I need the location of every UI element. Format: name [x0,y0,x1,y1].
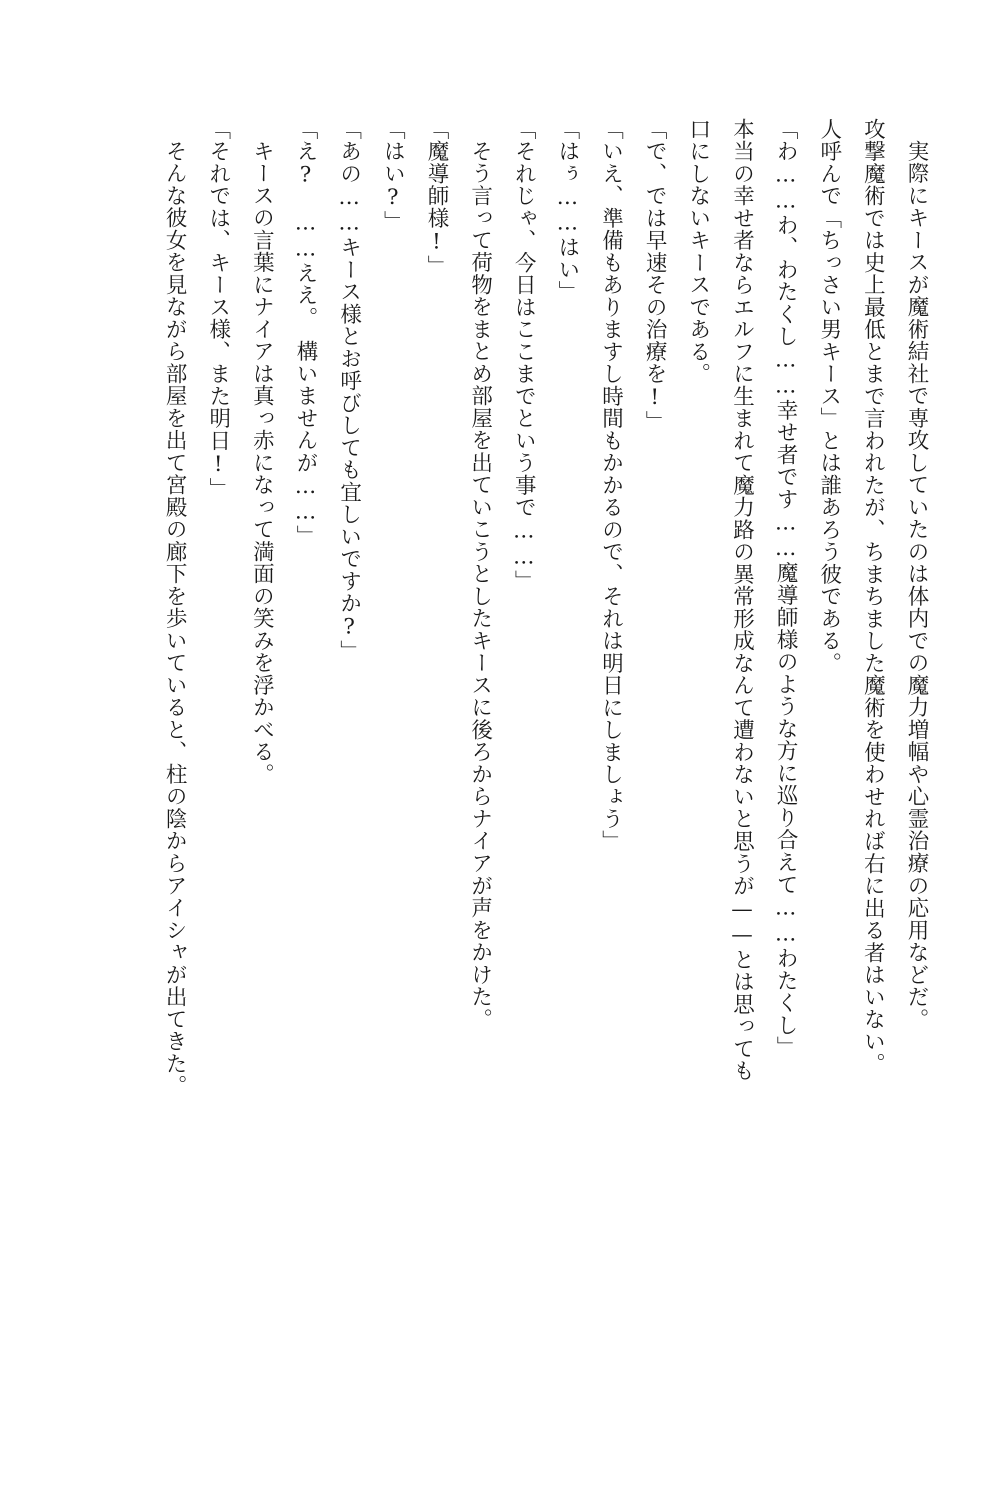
paragraph: 「で、では早速その治療を!」 [642,118,668,434]
paragraph: 人呼んで「ちっさい男キース」とは誰あろう彼である。 [816,118,842,675]
paragraph: そう言って荷物をまとめ部屋を出ていこうとしたキースに後ろからナイアが声をかけた。 [467,139,493,1030]
paragraph: 「いえ、準備もありますし時間もかかるので、それは明日にしましょう」 [598,118,624,853]
paragraph: 「それでは、キース様、また明日!」 [205,118,231,500]
paragraph: 実際にキースが魔術結社で専攻していたのは体内での魔力増幅や心霊治療の応用などだ。 [904,139,929,1030]
paragraph: 口にしないキースである。 [685,118,711,386]
vertical-text-body [62,118,938,1380]
paragraph: 「はぅ……はい」 [554,118,580,304]
paragraph: 攻撃魔術では史上最低とまで言われたが、ちまちました魔術を使わせれば右に出る者はいない。 [860,118,886,1075]
paragraph: 「魔導師様!」 [423,118,449,278]
paragraph: 「はい?」 [380,118,406,233]
paragraph: 「あの……キース様とお呼びしても宜しいですか?」 [336,118,362,663]
paragraph: 本当の幸せ者ならエルフに生まれて魔力路の異常形成なんて遭わないと思うが——とは思っても [729,118,755,1082]
paragraph: そんな彼女を見ながら部屋を出て宮殿の廊下を歩いていると、柱の陰からアイシャが出てきた。 [162,139,188,1097]
paragraph: キースの言葉にナイアは真っ赤になって満面の笑みを浮かべる。 [249,139,275,785]
paragraph: 「それじゃ、今日はここまでという事で……」 [511,118,537,593]
paragraph: 「わ……わ、わたくし……幸せ者です……魔導師様のような方に巡り合えて……わたくし」 [773,118,799,1059]
paragraph: 「え? ……ええ。 構いませんが……」 [293,118,319,548]
